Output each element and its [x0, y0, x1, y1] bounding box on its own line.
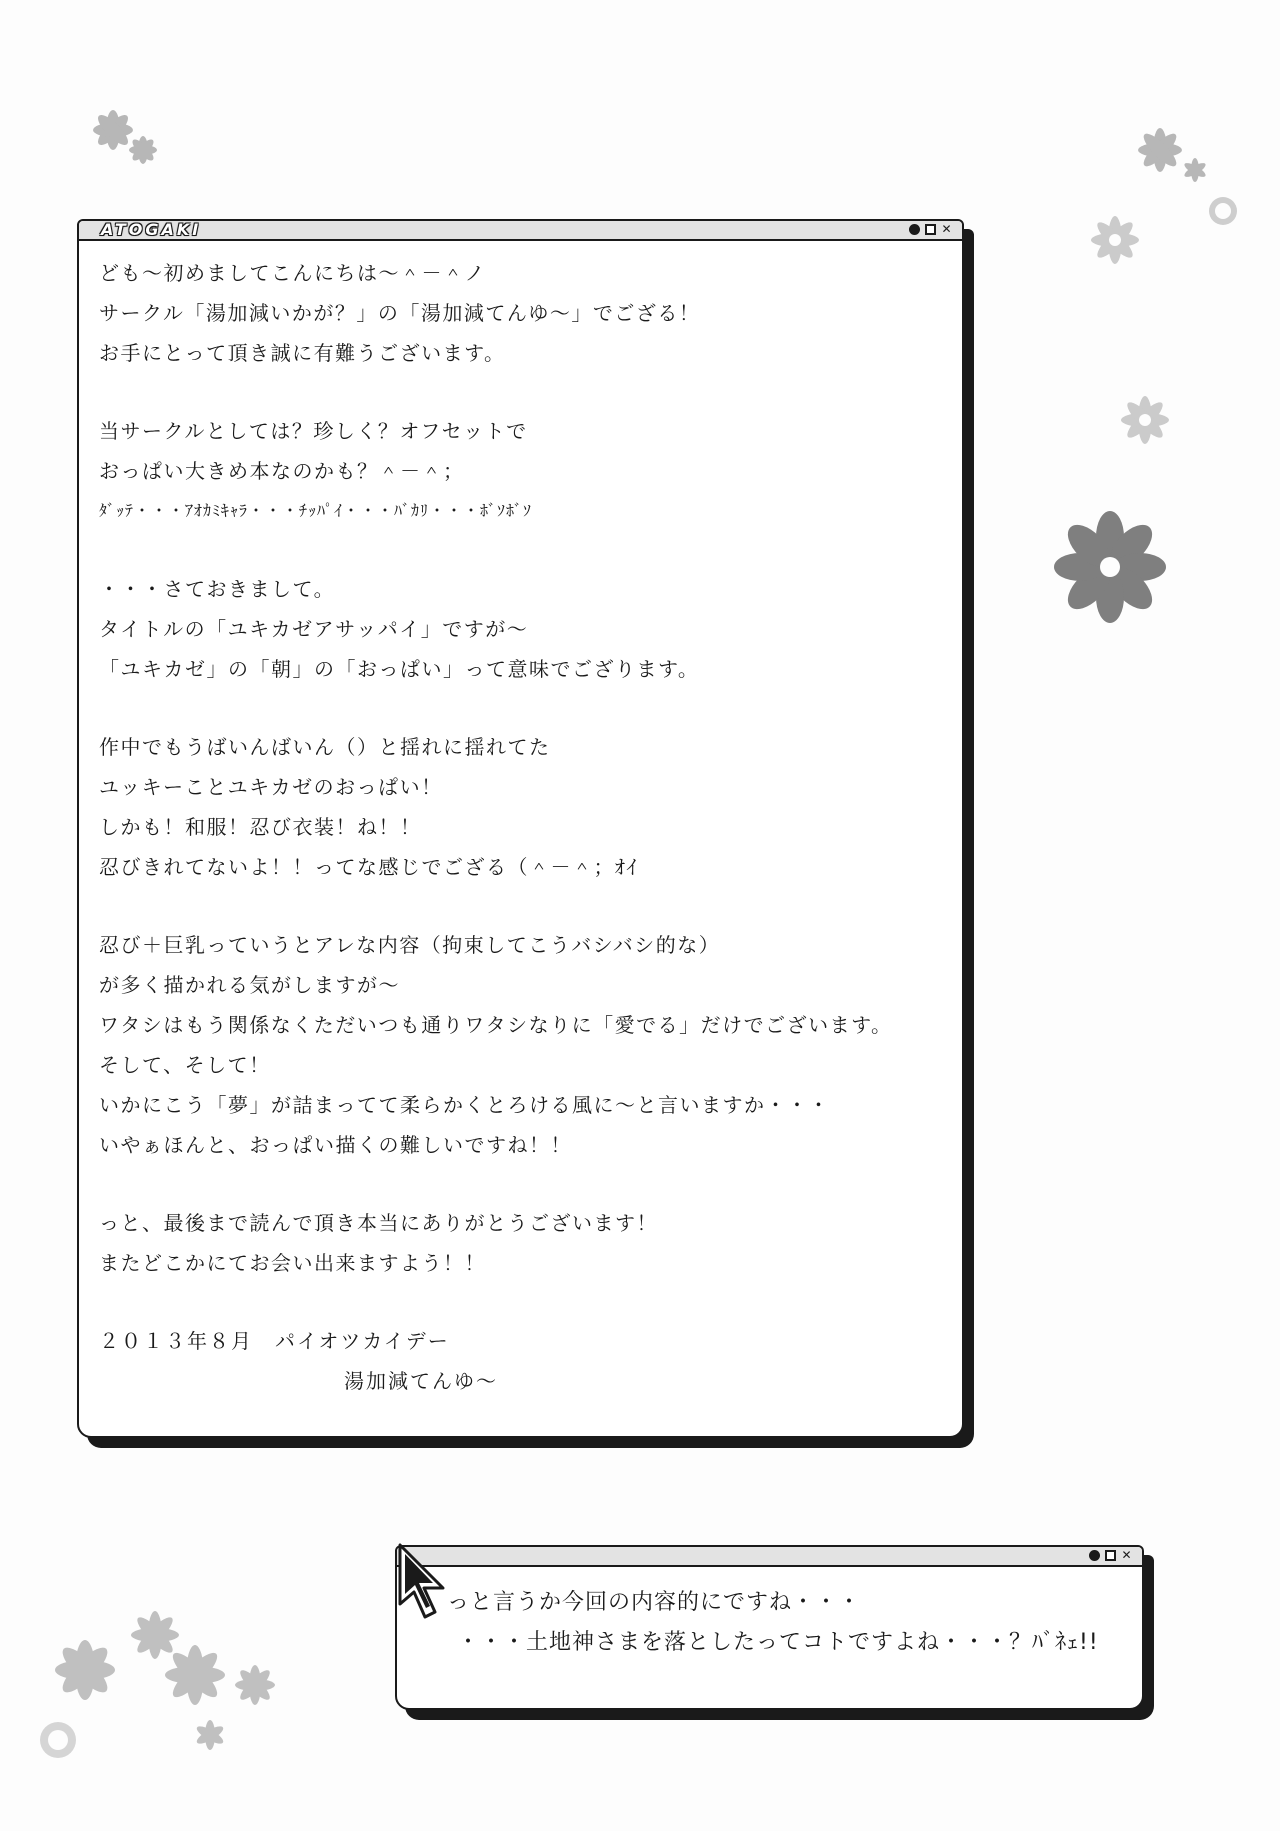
flower-icon	[78, 95, 168, 175]
body-line: ども～初めましてこんにちは～＾－＾ノ	[99, 261, 486, 285]
window-titlebar	[79, 221, 962, 241]
body-line	[99, 887, 942, 925]
close-icon[interactable]: ✕	[1121, 1548, 1132, 1562]
body-line	[99, 1165, 942, 1203]
close-icon[interactable]: ✕	[941, 222, 952, 236]
body-line: 当サークルとしては？珍しく？オフセットで	[99, 419, 528, 443]
body-line	[99, 689, 942, 727]
body-line: タイトルの「ユキカゼアサッパイ」ですが～	[99, 617, 529, 641]
afterword-body	[99, 253, 942, 1283]
maximize-icon[interactable]	[1105, 1550, 1116, 1561]
body-line: ワタシはもう関係なくただいつも通りワタシなりに「愛でる」だけでございます。	[99, 1013, 893, 1037]
body-line: っと、最後まで読んで頂き本当にありがとうございます！	[99, 1211, 658, 1235]
flower-icon	[40, 1605, 290, 1765]
body-line: おっぱい大きめ本なのかも？＾－＾；	[99, 459, 465, 483]
window-controls	[909, 224, 952, 235]
body-line: 作中でもうばいんばいん（）と揺れに揺れてた	[99, 735, 551, 759]
body-line: 忍びきれてないよ！！ってな感じでござる（＾－＾；ｵｲ	[99, 855, 638, 879]
body-line: お手にとって頂き誠に有難うございます。	[99, 341, 506, 365]
body-line: 忍び＋巨乳っていうとアレな内容（拘束してこうバシバシ的な）	[99, 933, 721, 957]
body-line: いかにこう「夢」が詰まってて柔らかくとろける風に～と言いますか・・・	[99, 1093, 830, 1117]
dialog-window	[395, 1545, 1144, 1710]
body-line	[99, 373, 942, 411]
minimize-icon[interactable]	[909, 224, 920, 235]
body-line	[99, 531, 942, 569]
atogaki-window	[77, 219, 964, 1438]
cursor-arrow-icon	[397, 1542, 459, 1622]
flower-icon	[1080, 205, 1150, 275]
body-line: いやぁほんと、おっぱい描くの難しいですね！！	[99, 1133, 572, 1157]
body-line: が多く描かれる気がしますが～	[99, 973, 400, 997]
body-line: ユッキーことユキカゼのおっぱい！	[99, 775, 443, 799]
window-title: ATOGAKI	[101, 220, 202, 239]
window-titlebar	[397, 1547, 1142, 1567]
window-controls	[1089, 1550, 1132, 1561]
body-line: そして、そして！	[99, 1053, 271, 1077]
body-line: ﾀﾞｯﾃ・・・ｱｵｶﾐｷｬﾗ・・・ﾁｯﾊﾟｲ・・・ﾊﾞｶﾘ・・・ﾎﾞｿﾎﾞｿ	[99, 501, 533, 520]
maximize-icon[interactable]	[925, 224, 936, 235]
signature-name: 湯加減てんゆ～	[344, 1369, 498, 1393]
signature	[99, 1321, 498, 1401]
dialog-line: っと言うか今回の内容的にですね・・・	[447, 1590, 862, 1615]
flower-icon	[1110, 385, 1180, 455]
body-line: 「ユキカゼ」の「朝」の「おっぱい」って意味でござります。	[99, 657, 700, 681]
minimize-icon[interactable]	[1089, 1550, 1100, 1561]
dialog-line: ・・・土地神さまを落としたってコトですよね・・・？ﾊﾞﾈｪ!!	[457, 1630, 1099, 1655]
body-line: しかも！和服！忍び衣装！ね！！	[99, 815, 422, 839]
body-line: サークル「湯加減いかが？」の「湯加減てんゆ～」でござる！	[99, 301, 701, 325]
signature-date: ２０１３年８月 パイオツカイデー	[99, 1329, 450, 1353]
flower-icon	[1048, 505, 1173, 630]
dialog-body	[447, 1583, 1099, 1663]
body-line: ・・・さておきまして。	[99, 577, 336, 601]
body-line: またどこかにてお会い出来ますよう！！	[99, 1251, 486, 1275]
